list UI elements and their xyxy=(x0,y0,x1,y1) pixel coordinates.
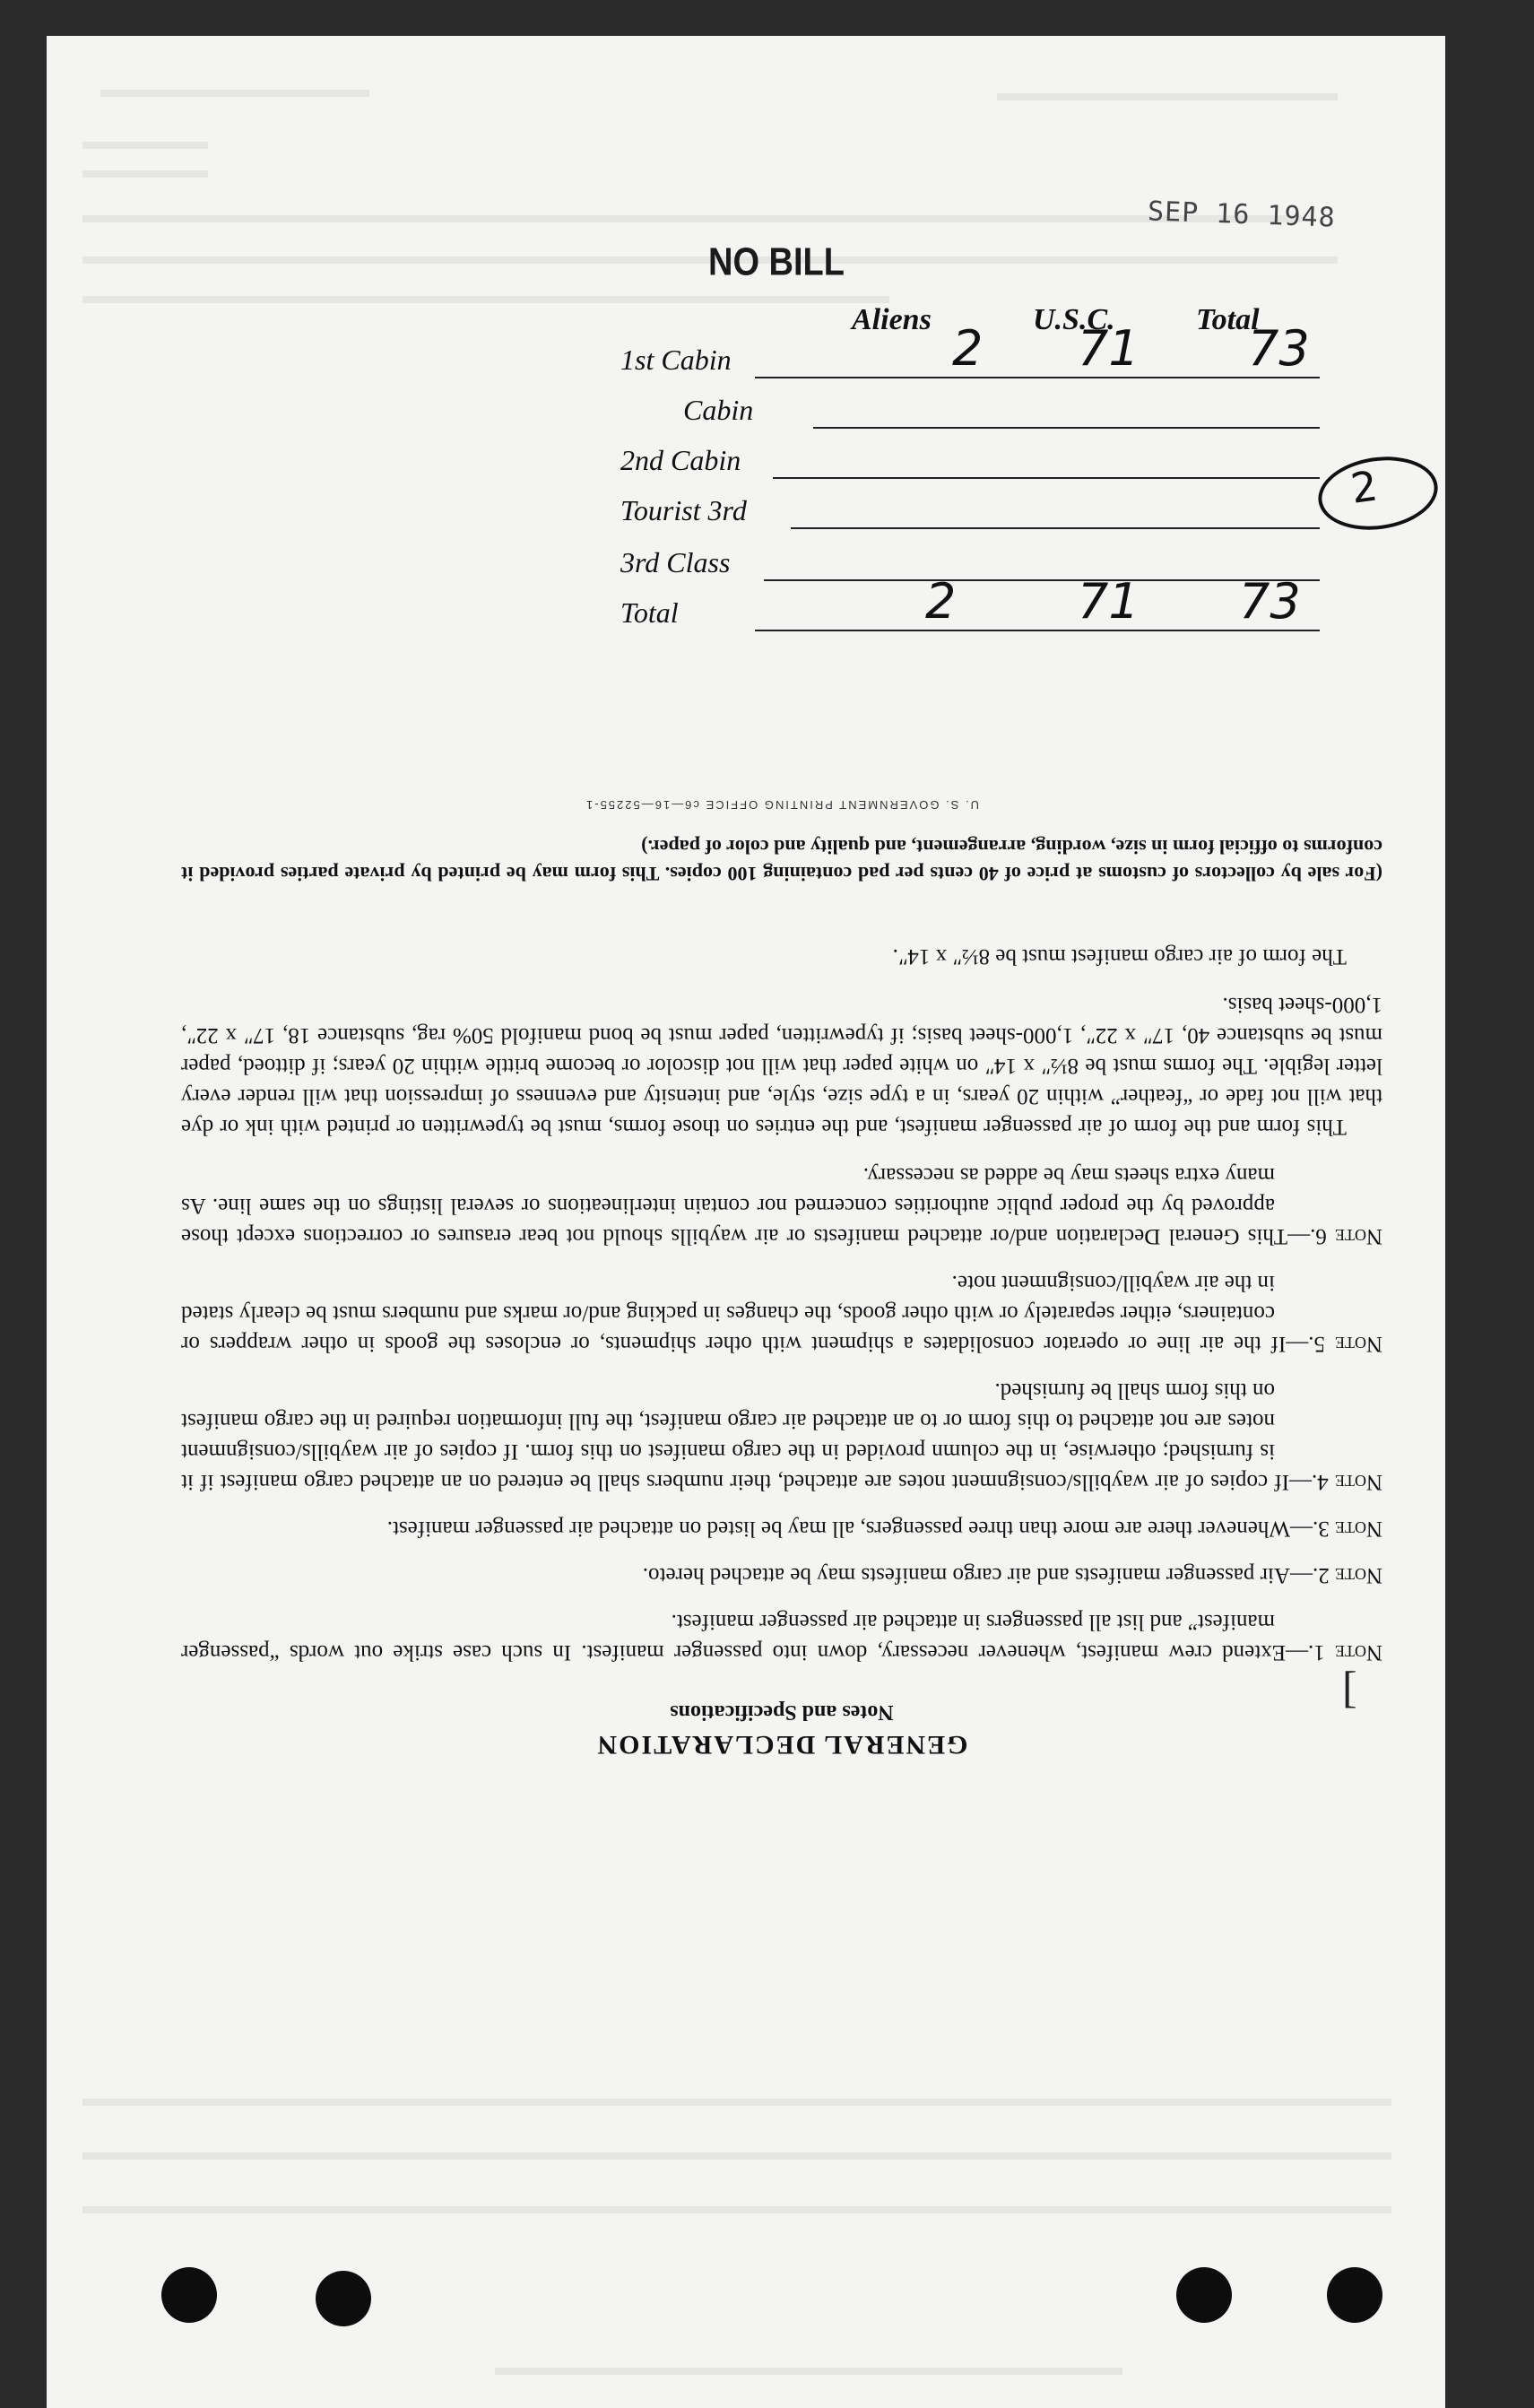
total-count: 73 xyxy=(1248,320,1310,377)
usc-column-header: U.S.C. xyxy=(1033,303,1115,336)
third-class-row xyxy=(620,535,1320,585)
note-1 xyxy=(181,1606,1382,1667)
note-text: —This General Declaration and/or attached manifests or air waybills should not bear erasures or corrections except those approved by the proper public authorities concerned nor contain interlineations or several listings on the same line. As many extra sheets may be added as necessary. xyxy=(180,1163,1311,1248)
general-declaration-title: GENERAL DECLARATION xyxy=(595,1730,968,1760)
circled-number: 2 xyxy=(1348,461,1381,513)
total-column-header: Total xyxy=(1196,303,1260,336)
binder-hole xyxy=(161,2267,217,2323)
binder-hole xyxy=(1176,2267,1232,2323)
second-cabin-row xyxy=(620,432,1320,482)
aliens-column-header: Aliens xyxy=(852,303,932,336)
row-label: 1st Cabin xyxy=(620,343,732,376)
circled-mark xyxy=(1313,449,1443,537)
grand-total: 73 xyxy=(1239,573,1301,630)
note-label: Note 6. xyxy=(1310,1224,1382,1248)
note-4 xyxy=(181,1375,1382,1497)
note-2 xyxy=(181,1560,1382,1590)
document-page xyxy=(47,36,1445,2408)
margin-bracket: [ xyxy=(1342,1662,1357,1712)
note-text: —If copies of air waybills/consignment notes are attached, their numbers shall be entered on an attached cargo manifest if it is furnished; otherwise, in the column provided in the cargo manifest on this form. If copies of air waybills/consignment notes are not attached to this form or to an attached air cargo manifest, the full information required in the cargo manifest on this form shall be furnished. xyxy=(180,1378,1312,1494)
notes-subtitle: Notes and Specifications xyxy=(670,1700,894,1724)
no-bill-stamp: NO BILL xyxy=(708,240,845,285)
note-text: —Whenever there are more than three passengers, all may be listed on attached air passenger manifest. xyxy=(386,1517,1313,1541)
first-cabin-row xyxy=(620,320,1320,382)
note-6 xyxy=(181,1160,1382,1251)
tourist-third-row xyxy=(620,482,1320,533)
note-text: —Extend crew manifest, whenever necessary, down into passenger manifest. In such case strike out words “passenger manifest” and list all passengers in attached air passenger manifest. xyxy=(181,1610,1308,1665)
sale-note: (For sale by collectors of customs at price of 40 cents per pad containing 100 copies. This form may be printed by private parties provided it conforms to official form in size, wording, arrangement, and quality and color of paper.) xyxy=(181,836,1382,885)
note-text: —If the air line or operator consolidates a shipment with other shipments, or encloses the goods in other wrappers or containers, either separately or with other goods, the changes in packing and/or marks and numbers must be clearly stated in the air waybill/consignment note. xyxy=(180,1271,1309,1356)
total-row xyxy=(620,573,1320,635)
note-3 xyxy=(181,1513,1382,1543)
usc-total: 71 xyxy=(1078,573,1140,630)
row-label: 3rd Class xyxy=(620,546,731,578)
note-label: Note 4. xyxy=(1311,1470,1382,1494)
form-specification-paragraph: This form and the form of air passenger manifest, and the entries on those forms, must be typewritten or printed with ink or dye that will not fade or “feather” within 20 years, in a type size, style, and intensity and evenness of impression that will render every letter legible. The forms must be 8½″ x 14″ on white paper that will not discolor or become brittle within 20 years; if dittoed, paper must be substance 40, 17″ x 22″, 1,000-sheet basis; if typewritten, paper must be bond manifold 50% rag, substance 18, 17″ x 22″, 1,000-sheet basis. xyxy=(181,993,1382,1139)
aliens-total: 2 xyxy=(925,573,957,630)
note-label: Note 3. xyxy=(1312,1517,1382,1541)
aliens-count: 2 xyxy=(952,320,984,377)
usc-count: 71 xyxy=(1078,320,1140,377)
received-date-stamp: SEP 16 1948 xyxy=(1147,196,1337,234)
row-label: Tourist 3rd xyxy=(620,494,747,526)
binder-hole xyxy=(316,2271,371,2326)
note-label: Note 1. xyxy=(1308,1640,1382,1665)
printing-office-line: U. S. GOVERNMENT PRINTING OFFICE c6—16—52255-1 xyxy=(585,798,979,812)
note-label: Note 2. xyxy=(1312,1563,1382,1587)
note-text: —Air passenger manifests and air cargo manifests may be attached hereto. xyxy=(642,1563,1313,1587)
note-label: Note 5. xyxy=(1308,1332,1382,1356)
cabin-row xyxy=(620,382,1320,432)
row-label: Cabin xyxy=(683,394,754,426)
binder-hole xyxy=(1327,2267,1382,2323)
inverted-instructions xyxy=(181,664,1382,1776)
cargo-manifest-size-line: The form of air cargo manifest must be 8½″ x 14″. xyxy=(892,944,1347,969)
row-label: 2nd Cabin xyxy=(620,444,741,476)
row-label: Total xyxy=(620,596,679,629)
note-5 xyxy=(181,1267,1382,1359)
